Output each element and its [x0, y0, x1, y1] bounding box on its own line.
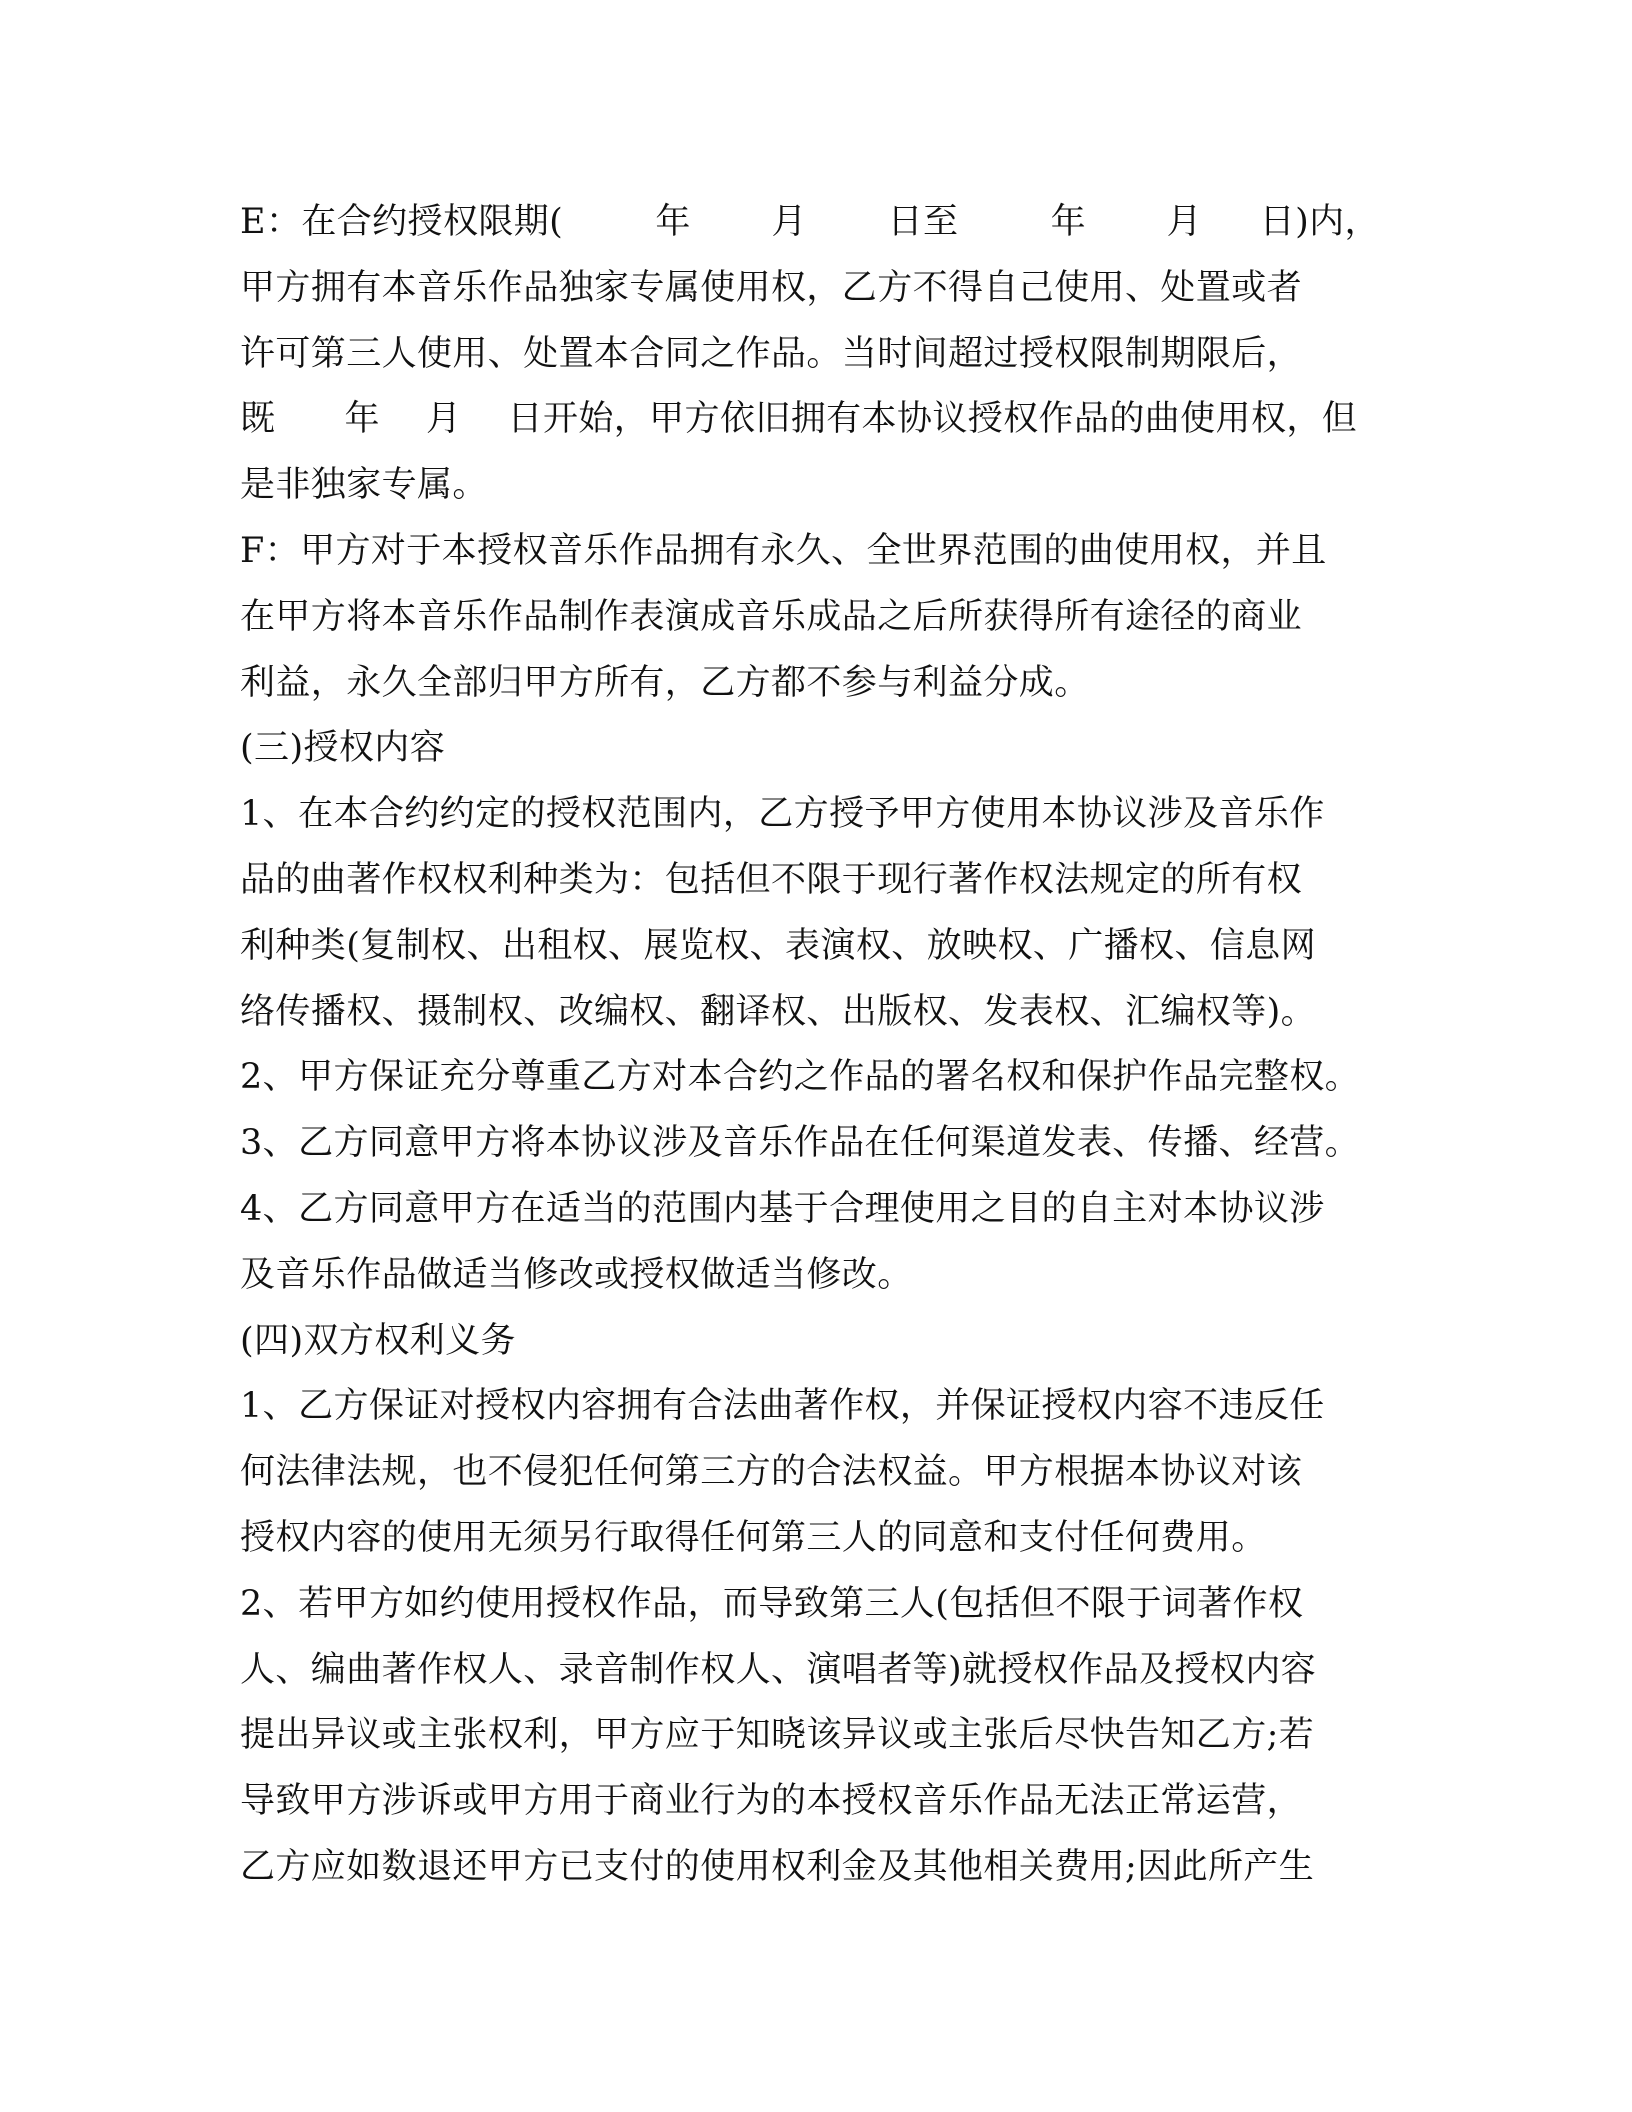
- text-line: 3、乙方同意甲方将本协议涉及音乐作品在任何渠道发表、传播、经营。: [240, 1123, 1361, 1164]
- text-line: 利种类(复制权、出租权、展览权、表演权、放映权、广播权、信息网: [240, 925, 1317, 966]
- text-line: 在甲方将本音乐作品制作表演成音乐成品之后所获得所有途径的商业: [240, 596, 1303, 637]
- text-line: 提出异议或主张权利，甲方应于知晓该异议或主张后尽快告知乙方;若: [240, 1715, 1315, 1756]
- text-line: 利益，永久全部归甲方所有，乙方都不参与利益分成。: [240, 662, 1090, 703]
- text-line: 品的曲著作权权利种类为：包括但不限于现行著作权法规定的所有权: [240, 859, 1303, 900]
- section-heading: (四)双方权利义务: [240, 1320, 516, 1361]
- text-line: 是非独家专属。: [240, 465, 488, 506]
- text-line: 1、在本合约约定的授权范围内，乙方授予甲方使用本协议涉及音乐作: [240, 794, 1325, 835]
- contract-text: [240, 190, 1400, 1901]
- text-line: 既 年 月 日开始，甲方依旧拥有本协议授权作品的曲使用权，但: [240, 399, 1358, 440]
- text-line: E：在合约授权限期( 年 月 日至 年 月 日)内，: [240, 202, 1380, 242]
- text-line: 及音乐作品做适当修改或授权做适当修改。: [240, 1254, 913, 1295]
- text-line: 人、编曲著作权人、录音制作权人、演唱者等)就授权作品及授权内容: [240, 1649, 1317, 1690]
- text-line: 甲方拥有本音乐作品独家专属使用权，乙方不得自己使用、处置或者: [240, 267, 1303, 308]
- section-heading: (三)授权内容: [240, 728, 446, 769]
- text-line: 1、乙方保证对授权内容拥有合法曲著作权，并保证授权内容不违反任: [240, 1386, 1325, 1427]
- text-line: F：甲方对于本授权音乐作品拥有永久、全世界范围的曲使用权，并且: [240, 530, 1327, 571]
- text-line: 授权内容的使用无须另行取得任何第三人的同意和支付任何费用。: [240, 1517, 1267, 1558]
- text-line: 许可第三人使用、处置本合同之作品。当时间超过授权限制期限后，: [240, 333, 1303, 374]
- text-line: 络传播权、摄制权、改编权、翻译权、出版权、发表权、汇编权等)。: [240, 991, 1317, 1032]
- text-line: 4、乙方同意甲方在适当的范围内基于合理使用之目的自主对本协议涉: [240, 1188, 1325, 1229]
- text-line: 何法律法规，也不侵犯任何第三方的合法权益。甲方根据本协议对该: [240, 1452, 1303, 1493]
- text-line: 2、甲方保证充分尊重乙方对本合约之作品的署名权和保护作品完整权。: [240, 1057, 1361, 1098]
- text-line: 2、若甲方如约使用授权作品，而导致第三人(包括但不限于词著作权: [240, 1583, 1304, 1624]
- text-line: 乙方应如数退还甲方已支付的使用权利金及其他相关费用;因此所产生: [240, 1846, 1315, 1887]
- text-line: 导致甲方涉诉或甲方用于商业行为的本授权音乐作品无法正常运营，: [240, 1781, 1303, 1822]
